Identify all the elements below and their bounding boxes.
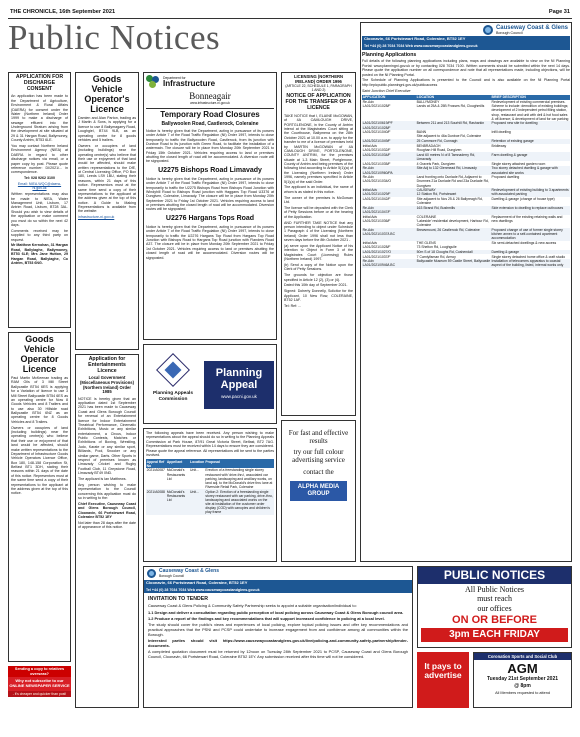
table-cell: LA01/2021/0619/PF LA01/2021/1028/F <box>362 121 393 130</box>
tender-title: INVITATION TO TENDER <box>148 596 208 603</box>
table-cell: Six semi-detached dwellings & new access <box>491 240 557 245</box>
table-cell: Initial Adv LA01/2021/1032/F <box>362 143 391 153</box>
tender-text: Causeway Coast & Glens Policing & Community Safety Partnership seeks to appoint a suitable organisation/individual to: <box>148 603 357 609</box>
table-cell: Farm dwelling & garage <box>491 152 528 157</box>
table-cell: Re-Adv LA01/2021/0960/PA <box>362 166 393 175</box>
table-header: APPLICATION <box>362 95 416 100</box>
notice-text: Notice is hereby given that the Department, acting in pursuance of its powers under Article 7 of the Road Traffic Regulation (NI) Order 1997, intends to close temporarily to traffic the U2276 Hargans Top Road from Hargans Top Road Junction with Bishops Road to Hargans Top Road junction with Flanders Road A37. The closure will be in place from Monday 20th September 2021 to Friday 1st October 2021. Vehicles requiring access to land or premises abutting the closed length of road will be accommodated. Diversion routes will be signposted. <box>146 224 274 260</box>
ad-line: our offices <box>477 604 512 614</box>
table-cell: Re-Adv LA01/2021/1034/O <box>362 175 392 184</box>
goods-vehicle-licence-notice <box>8 332 71 662</box>
table-row <box>146 468 274 489</box>
discharge-consent-notice <box>8 72 71 328</box>
table-cell: Land 60 metres N of 8 Tamnaderry Rd, Limavady <box>416 152 476 161</box>
notice-text: The following appeals have been received. Any person wishing to make representations about the appeal should do so in writing to the Planning Appeals Commission at Park House, 87/91 Great Victoria Street, Belfast, BT2 7AG. Representations must be received within 14 days to ensure they are considered. Please quote the appeal reference. All representations will be sent to the parties involved. <box>146 431 274 457</box>
table-cell: Side extension to dwelling to replace outhouses <box>491 206 564 211</box>
planning-signoff: Saint Junction Chief Executive <box>362 88 411 93</box>
notice-applicant: Mr Matthew Kernohan, 31 Hargan Road, Ballylaghe, Ballymoney, BT53 6LE; Mrs Jane Hutton, 29 Hargan Road, Ballylaghe, Co Antrim, BT53 6NG. <box>11 243 68 265</box>
table-row <box>362 144 570 153</box>
table-cell: Bridleway <box>491 143 507 148</box>
table-cell: Initial Adv LA01/2021/1028/F <box>362 240 391 250</box>
notice-text: Not later than 28 days after the date of appearance of this notice. <box>78 520 136 530</box>
dfi-logo <box>146 75 274 89</box>
notice-text: Tel: Ref: ... <box>284 303 302 308</box>
table-cell: LA01/2021/1027/O <box>362 249 392 254</box>
table-cell: McDonald's Restaurants Ltd <box>166 489 186 502</box>
table-cell: BANN Site adjacent to 46a Dunboe Rd, Coleraine <box>416 130 482 139</box>
tender-notice <box>143 566 413 708</box>
notice-title: LICENSING (NORTHERN IRELAND) ORDER 1996 <box>293 74 344 84</box>
table-header: Appellant <box>166 459 189 468</box>
tender-item: 1.2 Produce a report of the findings and key recommendations that will support increased confidence in policing at a local level. <box>148 615 385 621</box>
table-cell: Re-Adv LA01/2021/1047/F <box>362 206 391 215</box>
council-subname: Borough Council <box>495 31 523 35</box>
banner-headline: Sending a copy to relatives overseas? <box>8 666 71 677</box>
tender-item: 1.1 Design and deliver a consultation regarding public perception of local policing across Causeway Coast & Glens Borough council area. <box>148 609 404 615</box>
table-cell: BALLYMONEY Lands at 25A & 25B Frosses Rd, Cloughmills <box>416 100 485 109</box>
notice-text: NOTICE is hereby given that an application dated 1st September 2021 has been made to Causeway Coast and Glens Borough Council for renewal of an Entertainment licence for Indoor Entertainment Theatrical Performance, Cinematic Exhibitions, Music or any similar entertainment, a Circus, Indoor Public Contests, Matches or Exhibitions of Boxing, Wrestling, Judo, Karate or any similar sport, Billiards, Pool, Snooker or any similar game, Darts. Other Sports in respect of premises known as Limavady Cricket and Rugby Football Club, 11 Greystone Road, Limavady BT49 0ND. <box>78 396 136 476</box>
table-row <box>362 100 570 121</box>
ad-line: advertise <box>424 670 462 681</box>
table-cell: LA01/2021/1049/F <box>362 139 391 144</box>
online-subscription-banner <box>8 666 71 708</box>
table-cell: Two storey detached dwelling & garage with associated site works <box>491 166 558 175</box>
table-cell: Re-Adv LA01/2021/1037/LBC <box>362 227 396 237</box>
notice-title: Goods Vehicle Operator's Licence <box>84 74 130 114</box>
closure-subtitle: Ballywoolen Road, Castlerock, Coleraine <box>161 121 259 128</box>
ad-deadline: ON OR BEFORE <box>452 613 537 626</box>
agm-note: All Members requested to attend <box>495 690 550 695</box>
table-cell: Single storey attached garden room <box>491 161 546 166</box>
appeal-table <box>146 459 274 515</box>
banner-note: - it's cheaper and quicker than post! <box>8 691 71 697</box>
ccbc-logo <box>362 24 570 36</box>
table-cell: LA01/2021/1037/F <box>362 254 391 259</box>
notice-text: Any person wishing to make representation to the Council concerning this application must do so in writing to the: <box>78 482 136 500</box>
notice-text: AND FURTHER TAKE NOTICE that any person intending to object under Schedule 1 Paragraph 4 of the Licensing (Northern Ireland) Order 1996 shall not less than seven days before the 8th October 2021 - <box>284 220 353 242</box>
closure-title: U2275 Bishops Road Limavady <box>158 166 262 174</box>
notice-text: Dated this 10th day of September 2021. <box>284 283 348 288</box>
pac-name: Planning Appeals Commission <box>152 391 194 402</box>
notice-text: Notice is hereby given that the Department, acting in pursuance of its powers under Article 7 of the Road Traffic Regulation (NI) Order 1997, intends to close temporarily to traffic the Ballywoolen Road, Castlerock, from its junction with Dunboe Road to its junction with Green Road, to facilitate the installation of a watermain. The closure will be in place from Monday 20th September 2021 to Friday 15th October 2021. Vehicles requiring access to land or premises abutting the closed length of road will be accommodated. A diversion route will be signposted. <box>146 128 274 164</box>
notice-text: The applicant is Ian Matthews. <box>78 476 127 481</box>
table-header: LOCATION <box>416 95 491 100</box>
ad-deadline-time: 3pm EACH FRIDAY <box>421 628 568 642</box>
notice-text: An application has been made to the Department of Agriculture, Environment & Rural Affairs (DAERA) for consent under the Water (Northern Ireland) Order 1999 to make a discharge of sewage effluent into the Underground Stratum arising from the development at site situated at 29 & 31 Hargan Road, Ballymoney, County Antrim, BT53 6LE. <box>11 94 68 143</box>
entertainment-licence-notice <box>75 354 139 708</box>
table-cell: THE GLENS 73 Shelton Rd, Loughguile <box>416 240 457 250</box>
table-cell: Dwelling & garage (change of house type) <box>491 197 555 202</box>
planning-title: Planning Applications <box>362 51 417 58</box>
table-cell: Land fronting onto Dunlade Rd, Adjacent to Drumnes 21a Dunlade Rd and 23a Dunlade Rd, Dungiven <box>416 175 489 188</box>
agm-date: Tuesday 21st September 2021 <box>486 676 559 683</box>
table-header: Proposal <box>205 459 274 468</box>
tender-link[interactable]: Interested parties should visit https://www.causewaycoastandglens.gov.uk/live/policing-and-community-safety-partnership/tender-documents. <box>148 637 408 648</box>
notice-title: APPLICATION FOR DISCHARGE CONSENT <box>15 74 64 92</box>
tender-text: The study should cover the public's views and experiences of local policing, explore topical policing issues and offer key recommendations and practical approaches that the PSNI and PCSP could undertake to increase engagement from and confidence among all communities within the Borough. <box>148 622 408 637</box>
table-cell: Site Adj to 132 Glenmead Rd, Limavady <box>416 166 477 171</box>
dept-label: Department for <box>163 75 186 80</box>
table-cell: Initial Adv LA01/2021/1036/F <box>362 214 391 224</box>
table-cell: Proposed dwelling <box>491 175 520 180</box>
ad-line: It pays to <box>424 661 462 671</box>
table-row <box>362 197 570 206</box>
table-header: Location <box>189 459 204 468</box>
ccbc-emblem-icon <box>483 25 493 35</box>
notice-text: Signed: Doherty Donnelly, Solicitor for the Applicant, 10 New Row, COLERAINE, BT52 1AF. <box>284 289 353 302</box>
planning-intro: The Schedule of Planning Applications is presented to the Council and is also available on the NI Planning Portal http://epicpublic.planningni.gov.uk/publicaccess <box>362 78 570 87</box>
notice-text: Owners or occupiers of land (including buildings) near the operating centre(s) who believe that their use or enjoyment of that land would be affected, should make written representations to the DfE, at Central Licensing Office, PO Box 180, Leeds LS9 1BU, stating their reasons, within 21 days of this notice. Representors must at the same time send a copy of their representations to the applicant at the address given at the top of this notice. A Guide to Making Representations is available from the website: <box>78 143 136 214</box>
appeal-web: www.pacni.gov.uk <box>221 394 257 400</box>
table-cell: Retention of existing garage <box>491 139 534 144</box>
table-cell: Proposed change of use of former single storey kitchen annex to a self-contained apartment accommodation <box>491 227 563 241</box>
dept-name: Infrastructure <box>163 79 216 89</box>
table-cell: Single storey detached home office & craft studio <box>491 254 566 259</box>
table-cell: CAUSEWAY 12 Station Rd, Portstewart <box>416 188 457 197</box>
planning-appeal-notice <box>143 428 277 562</box>
notice-text: The applicant is an individual, the name of whom is as stated in this notice. <box>284 185 353 194</box>
notice-text: You may contact Northern Ireland Environment Agency (NIEA) at DAERA in regard to other discharge notices via email, or a paper copy by post. Please quote reference number: DI/2021/... in correspondence. <box>11 144 68 175</box>
pac-icon <box>158 355 188 385</box>
table-row <box>362 206 570 215</box>
table-cell: Re-Adv LA01/2021/1028/F <box>362 100 391 109</box>
page-header <box>10 9 570 18</box>
table-cell: McDonald's Restaurants Ltd <box>166 468 186 481</box>
agm-notice <box>473 652 572 708</box>
table-cell: Unit... <box>190 489 199 494</box>
notice-text: The grounds for objection are those specified in Article 12 (2), (3) or (4). <box>284 273 353 282</box>
table-cell: Re-Adv LA01/2021/0946/LBC <box>362 259 396 268</box>
table-cell: 163 Strand Rd, Bushmills <box>416 206 455 211</box>
table-cell: 25 Carnmore Rd, Cunnagh <box>416 139 458 144</box>
table-cell: 7 Carnlyllsman Rd, Armoy <box>416 254 456 259</box>
ad-line: For fast and effective results <box>288 429 349 446</box>
ccbc-logo <box>144 567 412 580</box>
table-row <box>362 121 570 130</box>
operator-licence-notice <box>75 72 139 350</box>
appeal-heading <box>204 361 274 409</box>
table-row <box>362 152 570 161</box>
notice-contact: Chief Executive, Causeway Coast and Glens Borough Council, Cloonavin, 66 Portstewart Road, Coleraine BT52 1EY <box>78 501 136 519</box>
table-row <box>146 489 274 514</box>
table-cell: 2021/A0087 <box>146 468 165 473</box>
notice-text: TAKE NOTICE that I, ELAINE McGOWAN, of 4A CAMLOUGH DRIVE, PORTGLENONE, in the County of Antrim intend at the Magistrates Court sitting at the Courthouse, Ballymena on the 28th October 2021 at 10.00 a.m. to apply for the transfer to me of a licence of premises held by MARTIN McGOWAN of 4A CAMLOUGH DRIVE, PORTGLENONE, COUNTY ANTRIM, for the premises situate at 1-3 Main Street, Portglenone, County of Antrim and being premises of the following kind according to Article 5(1)(a) of the Licensing (Northern Ireland) Order 1996, namely premises specified in Article 5(1)(a) of the said Order. <box>284 113 353 184</box>
road-closures-notice <box>143 72 277 340</box>
agm-title: AGM <box>507 661 538 677</box>
notice-title: Application for Entertainments Licence <box>88 356 126 374</box>
agm-time: @ 8pm <box>514 682 531 689</box>
org-name: Bonneagair <box>189 91 231 101</box>
ad-line: All Public Notices <box>464 584 525 594</box>
table-row <box>362 215 570 228</box>
table-cell: Dwelling & garage <box>491 249 520 254</box>
pac-logo <box>148 349 198 421</box>
alpha-media-ad <box>281 420 356 562</box>
appeal-title: Planning Appeal <box>215 367 263 392</box>
table-cell: Erection of a freestanding single storey restaurant with 'drive-thru', associated car parking, landscaping and ancillary works, on land adj. to the McDonald's drive thru lane at Riverside Retail Park, Coleraine <box>205 468 273 489</box>
notice-subtitle: Local Government (Miscellaneous Provisions) (Northern Ireland) Order 1985 <box>80 374 134 395</box>
table-cell: 2021/A0088 <box>146 489 165 494</box>
council-name: Causeway Coast & Glens <box>159 568 220 574</box>
notice-phone: Tel: 028 9262 3100 <box>23 176 56 181</box>
table-cell: 50m S of 18 Cloughs Rd, Cushendall <box>416 249 473 254</box>
table-row <box>362 228 570 241</box>
council-subname: Borough Council <box>159 574 185 578</box>
notice-title: NOTICE OF APPLICATION FOR THE TRANSFER OF A LICENCE <box>285 93 352 112</box>
table-cell: Infill dwelling <box>491 130 511 135</box>
planning-appeal-banner <box>143 344 277 424</box>
notice-text: The owner of the premises is McGowan Ltd. <box>284 195 353 204</box>
table-cell: Installation of telecomms apparatus to coastal aspect of the building, listed, internal works only <box>491 259 564 268</box>
notice-text: Notice is hereby given that the Department, acting in pursuance of its powers under Article 7 of the Road Traffic Regulation (NI) Order 1997, intends to close temporarily to traffic the U2275 Bishops Road from Bishops Road Junction with Windyhill Road to Bishops Road junction with Haggans Top Road U3376 at Dungiven, Coleraine, Limavady. The closure will be in place from Monday 20th September 2021 to Friday 1st October 2021. Vehicles requiring access to land or premises abutting the closed length of road will be accommodated. Diversion routes will be signposted. <box>146 176 274 212</box>
notice-title: Goods Vehicle Operator Licence <box>20 334 59 374</box>
ad-line: contact the <box>303 468 334 477</box>
ad-title: PUBLIC NOTICES <box>418 567 571 584</box>
table-row <box>362 175 570 188</box>
table-cell: Option 2: Erection of a freestanding single storey restaurant with car parking, drive-thru, landscaping and associated works on the site at installation of the customer order display (COD) with canopies and children's play frame <box>205 489 273 515</box>
it-pays-ad <box>417 652 469 708</box>
council-address: Cloonavin, 66 Portstewart Road, Coleraine, BT52 1EY <box>144 580 412 587</box>
table-cell: BENBRADAGH Roughan Hill Road, Dungiven <box>416 143 462 153</box>
table-header: Appeal Ref No <box>146 459 165 468</box>
table-cell: LA01/2021/1042/F <box>362 197 391 202</box>
council-address: Cloonavin, 66 Portstewart Road, Coleraine, BT52 1EY <box>362 36 570 43</box>
banner-cta: Why not subscribe to our ONLINE NEWSPAPER SERVICE <box>8 677 71 691</box>
notice-email-link[interactable]: Email: NIEA.WQC@daera-ni.gov.uk <box>17 182 62 191</box>
masthead: Public Notices <box>8 18 221 57</box>
ad-line: try our full colour advertising service <box>292 448 345 465</box>
table-row <box>362 259 570 268</box>
table-cell: Initial Adv LA01/2021/1029/F <box>362 188 391 197</box>
infrastructure-link[interactable]: infrastructure-ni.gov.uk <box>78 215 115 220</box>
council-contact: Tel +44 (0) 28 7034 7034 Web www.causewaycoastandglens.gov.uk <box>144 587 412 593</box>
table-cell: Between 211 and 213 Sourhill Rd, Rasharkin <box>416 121 485 126</box>
table-cell: COLERAINE 'Lakeside' residential development, Harbour Rd, Coleraine <box>416 214 489 228</box>
table-cell: Brewsmount, 26 Castlerock Rd, Coleraine <box>416 227 480 232</box>
closure-title: Temporary Road Closures <box>160 110 260 120</box>
notice-text: The licence will be deposited with the Clerk of Petty Sessions before or at the hearing of the Application. <box>284 205 353 219</box>
club-name: Coronation Sports and Social Club <box>474 653 571 660</box>
notice-text: Owners or occupiers of land (including buildings) near the operating centre(s) who believe that their use or enjoyment of that land would be affected, should make written representations to the Department of Infrastructure Goods Vehicle Operators Licence Office, Box 180, 148-158 Corporation St, Belfast BT1 3DH, stating their reasons within 21 days of the date of this notice. Representors must at the same time send a copy of their representations to the applicant at the address given at the top of this notice. <box>11 425 68 496</box>
planning-applications-notice <box>360 22 572 562</box>
tender-text: A completed quotation document must be returned by 12noon on Tuesday 28th September 2021 to PCSP, Causeway Coast and Glens Borough Council, Cloonavin, 66 Portstewart Road, Coleraine BT52 1EY. Any submission received after this time will not be considered. <box>148 648 408 659</box>
table-cell: Ballycastle Museum 59 Castle Street, Ballycastle <box>416 259 491 264</box>
table-row <box>362 241 570 250</box>
licence-transfer-notice <box>281 72 356 416</box>
paper-date: THE CHRONICLE, 16th September 2021 <box>10 9 116 15</box>
table-cell: Unit... <box>190 468 199 473</box>
table-cell: LA01/2021/1034/F <box>362 152 391 157</box>
notice-text: Paul Martin McKeenan trading as RAM Oils of 3 Mill Street Ballycastle BT54 6ES is applying for a Variation of licence to use 3 Mill Street Ballycastle BT54 6ES as an operating centre for Now 8 Goods Vehicles and 8 Trailers and to use also 30 Hillside road Ballycastle BT54 6NZ as an operating centre for 8 Goods Vehicles and 8 Trailers. <box>11 376 68 424</box>
ad-line: must reach <box>477 594 512 604</box>
table-header: BRIEF DESCRIPTION <box>491 95 570 100</box>
notice-text: (b) Send a copy of the Notice upon the Clerk of Petty Sessions. <box>284 262 353 272</box>
table-cell: LA01/2021/1040/F <box>362 130 391 135</box>
table-cell: Redevelopment of existing commercial premises. Scheme to include: demolition of existing buildings; development of 2 independent petrol filling station, shop, restaurant and unit with deli & hot food sales & off-licence; & development of land for car parking <box>491 100 569 121</box>
closure-title: U2276 Hargans Tops Road <box>165 214 255 222</box>
table-cell: Site adjacent to Nos 25 & 26 Ballyreagh Rd, Coleraine <box>416 197 483 206</box>
table-cell: LA01/2021/1035/F <box>362 161 391 166</box>
notice-text: (a) serve upon the Applicant Notice of his intention to Object in Form 3 of the Magistrates Court (Licensing) Rules (Northern Ireland) 1997. <box>284 243 353 261</box>
notice-text: Written representations may also be made to NIEA, Water Management Unit, Lisburn, 17 Antrim Road, Lisburn, BT28 3AL. Should you wish to view details of the application or make comment you must do so within the next 42 days. <box>11 192 68 227</box>
council-contact: Tel +44 (0) 28 7034 7034 Web www.causewaycoastandglens.gov.uk <box>362 43 570 49</box>
notice-text: Comments received may be supplied to any third party on request. <box>11 228 68 242</box>
public-notices-ad <box>417 566 572 648</box>
council-name: Causeway Coast & Glens <box>495 25 568 31</box>
org-web: www.infrastructure-ni.gov.uk <box>190 100 230 105</box>
table-cell: Replacement of the existing retaining walls and new dwellings <box>491 214 563 224</box>
table-row <box>362 188 570 197</box>
table-cell: 4 Gravels Park, Dungiven <box>416 161 456 166</box>
page-number: Page 31 <box>548 9 570 15</box>
table-cell: Proposed new site for dwelling <box>491 121 538 126</box>
table-cell: Redevelopment of existing building to 3 apartments with associated parking <box>491 188 569 197</box>
dfi-crest-icon <box>146 75 160 89</box>
planning-intro: Full details of the following planning applications including plans, maps and drawings are available to view on the NI Planning Portal: www.planningni.gov.uk or by contacting 028 7034 7100. Written comments should be submitted within the next 14 days. Please quote the application number on all correspondence and note that all representations made, including objections, will be posted on the NI Planning Portal. <box>362 59 570 77</box>
notice-text: Damien and Alan Parton, trading as J Martin & Sons, is applying for a licence to use 8 Ballymagarry Road, Loughgiel, BT44 9LB, as an operating centre for 8 goods vehicles and 5 trailers. <box>78 116 136 142</box>
notice-subtitle: (ARTICLE 22, SCHEDULE 1, PARAGRAPH 1 AND 2) <box>285 83 352 92</box>
table-row <box>362 130 570 139</box>
ad-brand: ALPHA MEDIA GROUP <box>290 481 347 502</box>
ccbc-emblem-icon <box>147 569 156 578</box>
planning-table <box>362 95 570 268</box>
table-row <box>362 166 570 175</box>
